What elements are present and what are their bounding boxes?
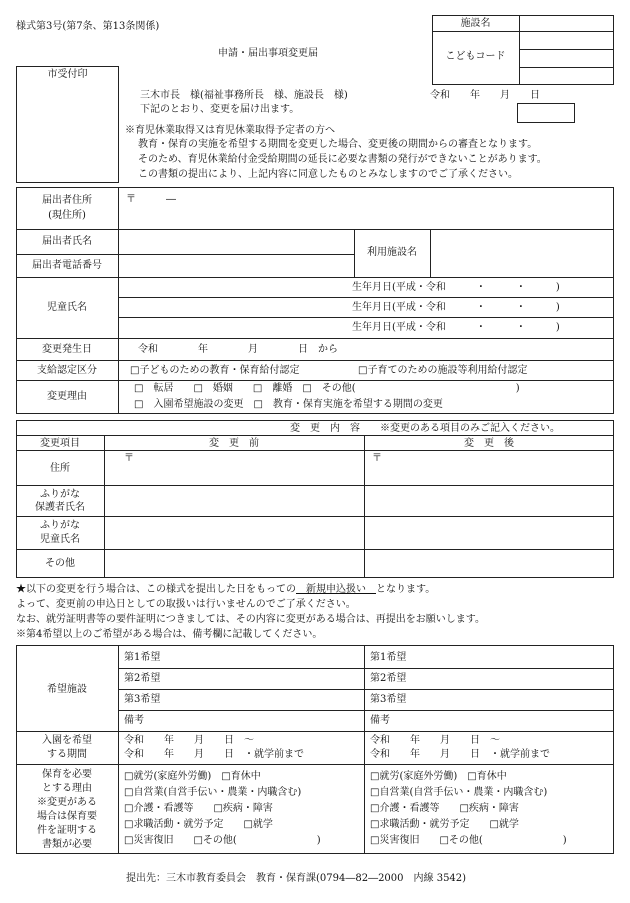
before-choice-3[interactable]: 第3希望: [124, 694, 161, 705]
after-reason-3[interactable]: □介護・看護等 □疾病・障害: [370, 803, 519, 814]
before-postal: 〒: [124, 453, 134, 464]
after-choice-2[interactable]: 第2希望: [370, 673, 407, 684]
before-other-field[interactable]: [106, 551, 362, 577]
before-address-field[interactable]: [106, 466, 362, 484]
need-reason-label-5: 件を証明する: [37, 825, 97, 836]
certification-option-2[interactable]: □子育てのための施設等利用給付認定: [358, 365, 528, 376]
note-new-application: 新規申込扱い: [296, 584, 376, 595]
birth-date-3[interactable]: 生年月日(平成・令和 ・ ・ ): [352, 322, 560, 333]
after-postal: 〒: [372, 453, 382, 464]
notice-line-2: 教育・保育の実施を希望する期間を変更した場合、変更後の期間からの審査となります。: [138, 139, 538, 150]
kodomo-code-field-1[interactable]: [520, 32, 613, 48]
notice-line-4: この書類の提出により、上記内容に同意したものとみなしますのでご了承ください。: [138, 169, 518, 180]
child-furigana: ふりがな: [40, 520, 80, 531]
address-label-2: (現住所): [48, 210, 86, 221]
need-reason-label-1: 保育を必要: [42, 769, 92, 780]
kodomo-code-field-2[interactable]: [520, 50, 613, 66]
form-title: 申請・届出事項変更届: [218, 48, 318, 59]
after-reason-5[interactable]: □災害復旧 □その他( ): [370, 835, 567, 846]
before-guardian-field[interactable]: [106, 487, 362, 515]
note-line-1-post: となります。: [376, 584, 436, 595]
birth-date-1[interactable]: 生年月日(平成・令和 ・ ・ ): [352, 282, 560, 293]
certification-label: 支給認定区分: [37, 365, 97, 376]
name-field[interactable]: [120, 231, 352, 252]
submit-to: 提出先：三木市教育委員会 教育・保育課(0794―82―2000 内線 3542): [126, 873, 467, 884]
guardian-furigana: ふりがな: [40, 489, 80, 500]
reception-stamp-box: [16, 66, 119, 183]
changes-section-title: 変 更 内 容 ※変更のある項目のみご記入ください。: [290, 423, 560, 434]
after-period-start[interactable]: 令和 年 月 日 ～: [370, 735, 500, 746]
notice-line-3: そのため、育児休業給付金受給期間の延長に必要な書類の発行ができないことがあります。: [138, 154, 547, 165]
reason-options-2[interactable]: □ 入園希望施設の変更 □ 教育・保育実施を希望する期間の変更: [134, 399, 443, 410]
row-other: その他: [45, 558, 75, 569]
note-line-3: なお、就労証明書等の要件証明につきましては、その内容に変更がある場合は、再提出をお願いします。: [16, 614, 485, 625]
before-reason-3[interactable]: □介護・看護等 □疾病・障害: [124, 803, 273, 814]
note-line-1-pre: ★以下の変更を行う場合は、この様式を提出した日をもっての: [16, 584, 296, 595]
small-input-box[interactable]: [517, 103, 575, 123]
before-reason-2[interactable]: □自営業(自営手伝い・農業・内職含む): [124, 787, 302, 798]
phone-label: 届出者電話番号: [32, 260, 102, 271]
facility-name-label: 施設名: [460, 18, 491, 29]
need-reason-label-2: とする理由: [42, 783, 92, 794]
before-choice-1[interactable]: 第1希望: [124, 652, 161, 663]
before-choice-2[interactable]: 第2希望: [124, 673, 161, 684]
before-reason-4[interactable]: □求職活動・就労予定 □就学: [124, 819, 273, 830]
note-line-1: [16, 583, 435, 596]
reason-options-1[interactable]: □ 転居 □ 婚姻 □ 離婚 □ その他( ): [134, 383, 520, 394]
before-period-start[interactable]: 令和 年 月 日 ～: [124, 735, 254, 746]
after-reason-2[interactable]: □自営業(自営手伝い・農業・内職含む): [370, 787, 548, 798]
need-reason-label-3: ※変更がある: [37, 797, 97, 808]
col-after: 変 更 後: [464, 438, 514, 449]
after-remarks[interactable]: 備考: [370, 715, 390, 726]
after-other-field[interactable]: [366, 551, 612, 577]
notice-line-1: ※育児休業取得又は育児休業取得予定者の方へ: [125, 125, 335, 136]
after-choice-1[interactable]: 第1希望: [370, 652, 407, 663]
need-reason-label-6: 書類が必要: [42, 839, 92, 850]
reason-label: 変更理由: [47, 391, 87, 402]
name-label: 届出者氏名: [42, 236, 92, 247]
before-reason-5[interactable]: □災害復旧 □その他( ): [124, 835, 321, 846]
pref-facility-label: 希望施設: [47, 684, 87, 695]
child-name-label: 児童氏名: [47, 302, 87, 313]
after-guardian-field[interactable]: [366, 487, 612, 515]
facility-label: 利用施設名: [367, 247, 417, 258]
kodomo-code-label: こどもコード: [445, 51, 506, 62]
after-child-field[interactable]: [366, 518, 612, 548]
addressee: 三木市長 様(福祉事務所長 様、施設長 様): [140, 90, 348, 101]
need-reason-label-4: 場合は保育要: [37, 811, 97, 822]
before-reason-1[interactable]: □就労(家庭外労働) □育休中: [124, 771, 261, 782]
kodomo-code-field-3[interactable]: [520, 68, 613, 84]
before-remarks[interactable]: 備考: [124, 715, 144, 726]
stamp-label: 市受付印: [47, 69, 88, 80]
after-address-field[interactable]: [366, 466, 612, 484]
facility-name-field[interactable]: [520, 16, 613, 30]
child-name-row-label: 児童氏名: [40, 534, 80, 545]
before-child-field[interactable]: [106, 518, 362, 548]
certification-option-1[interactable]: □子どものための教育・保育給付認定: [130, 365, 300, 376]
statement: 下記のとおり、変更を届け出ます。: [140, 104, 300, 115]
change-date-label: 変更発生日: [42, 344, 92, 355]
change-date-field[interactable]: 令和 年 月 日 から: [138, 344, 338, 355]
after-reason-1[interactable]: □就労(家庭外労働) □育休中: [370, 771, 507, 782]
col-before: 変 更 前: [209, 438, 259, 449]
note-line-2: よって、変更前の申込日としての取扱いは行いませんのでご了承ください。: [16, 599, 356, 610]
address-field[interactable]: [120, 207, 612, 227]
postal-mark: 〒 ―: [126, 194, 176, 205]
form-number: 様式第3号(第7条、第13条関係): [16, 21, 160, 32]
birth-date-2[interactable]: 生年月日(平成・令和 ・ ・ ): [352, 302, 560, 313]
period-label-1: 入園を希望: [42, 735, 92, 746]
col-item: 変更項目: [40, 438, 80, 449]
phone-field[interactable]: [120, 256, 352, 275]
after-choice-3[interactable]: 第3希望: [370, 694, 407, 705]
facility-field[interactable]: [432, 231, 612, 275]
address-label-1: 届出者住所: [42, 195, 92, 206]
after-reason-4[interactable]: □求職活動・就労予定 □就学: [370, 819, 519, 830]
submission-date[interactable]: 令和 年 月 日: [430, 90, 540, 101]
note-line-4: ※第4希望以上のご希望がある場合は、備考欄に記載してください。: [16, 629, 323, 640]
after-period-end[interactable]: 令和 年 月 日 ・就学前まで: [370, 749, 550, 760]
before-period-end[interactable]: 令和 年 月 日 ・就学前まで: [124, 749, 304, 760]
guardian-name-label: 保護者氏名: [35, 502, 85, 513]
row-address: 住所: [50, 463, 70, 474]
period-label-2: する期間: [47, 749, 87, 760]
